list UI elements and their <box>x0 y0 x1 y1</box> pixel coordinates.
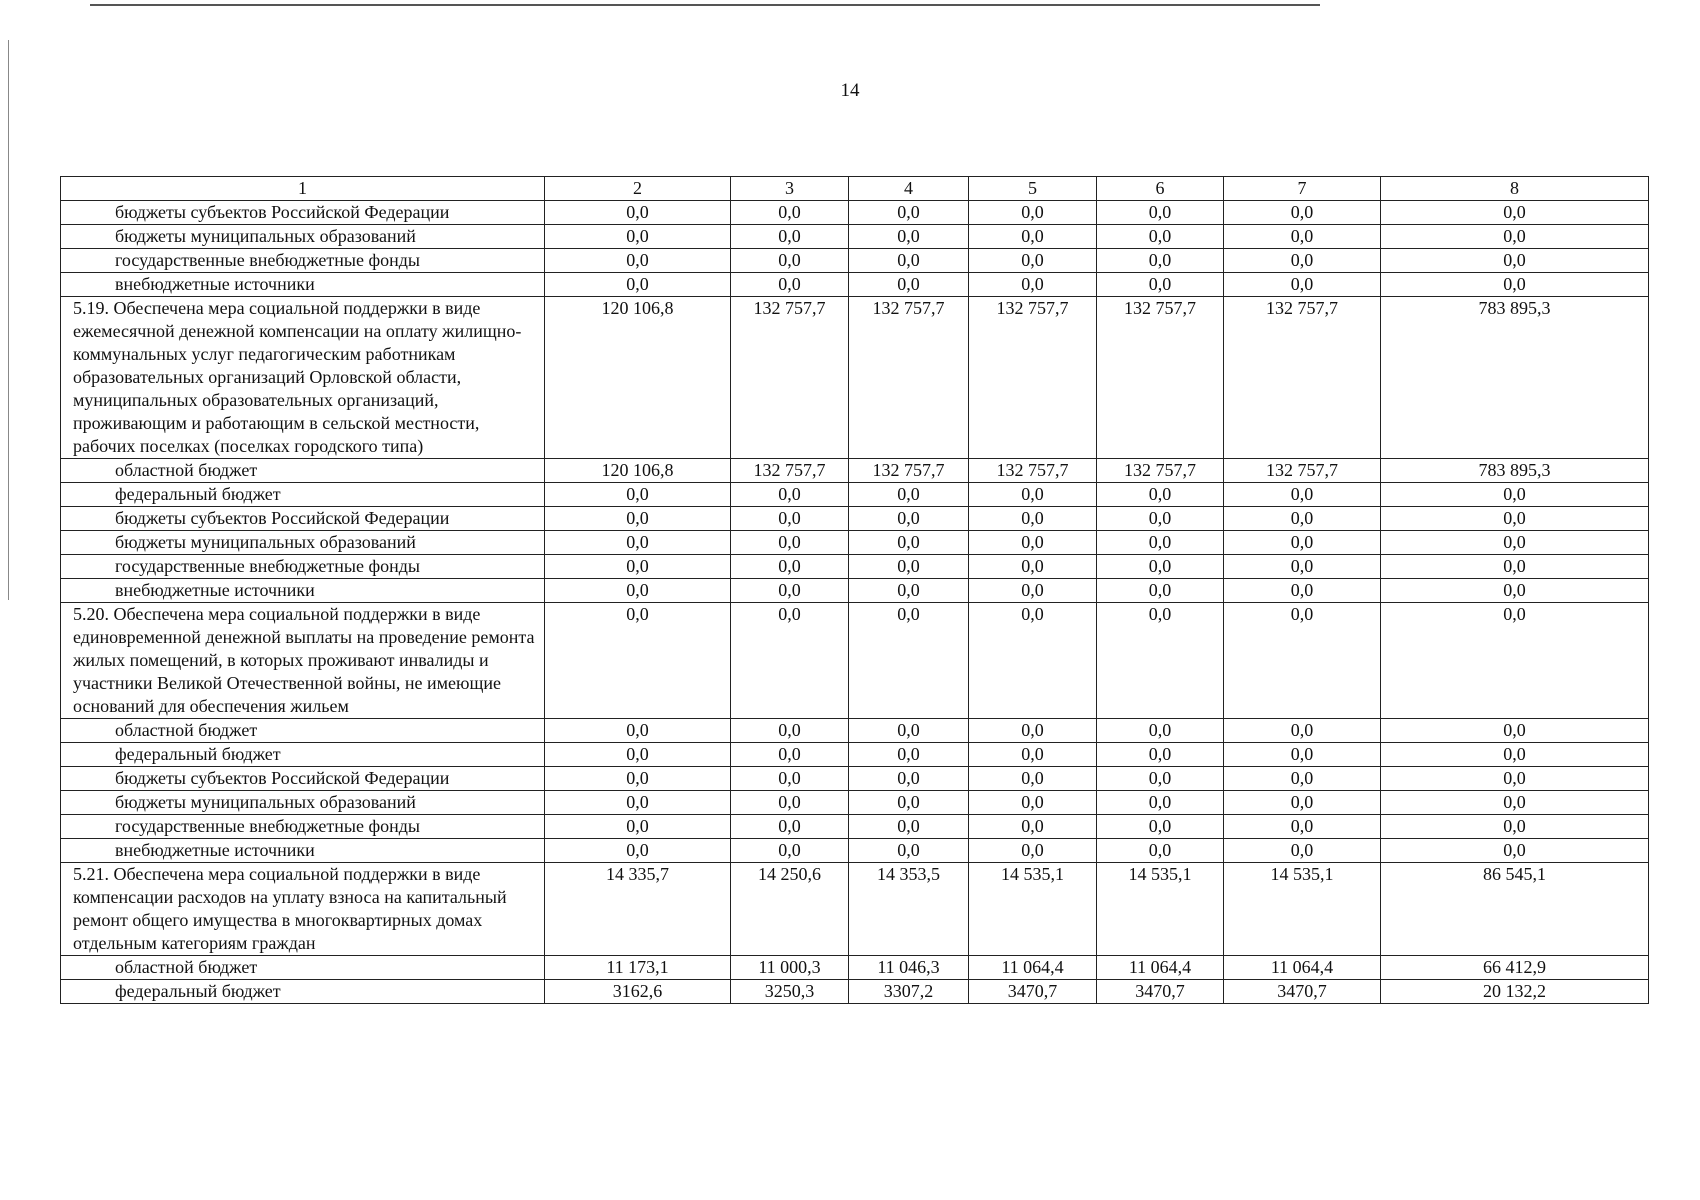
row-label: бюджеты муниципальных образований <box>61 225 545 249</box>
table-row-measure <box>61 297 1649 459</box>
value-cell: 11 000,3 <box>731 956 849 980</box>
value-cell: 11 064,4 <box>1224 956 1381 980</box>
value-cell: 0,0 <box>545 507 731 531</box>
value-cell: 0,0 <box>1097 507 1224 531</box>
value-cell: 0,0 <box>1097 579 1224 603</box>
value-cell: 0,0 <box>969 483 1097 507</box>
value-cell: 0,0 <box>545 767 731 791</box>
value-cell: 0,0 <box>731 603 849 719</box>
value-cell: 0,0 <box>1381 201 1649 225</box>
value-cell: 3470,7 <box>969 980 1097 1004</box>
value-cell: 0,0 <box>545 743 731 767</box>
value-cell: 3470,7 <box>1097 980 1224 1004</box>
table-row-source <box>61 555 1649 579</box>
value-cell: 0,0 <box>1381 555 1649 579</box>
value-cell: 0,0 <box>1097 555 1224 579</box>
value-cell: 0,0 <box>1224 767 1381 791</box>
value-cell: 14 535,1 <box>1097 863 1224 956</box>
value-cell: 0,0 <box>1224 719 1381 743</box>
value-cell: 0,0 <box>731 531 849 555</box>
row-label: бюджеты муниципальных образований <box>61 791 545 815</box>
table-row-measure <box>61 603 1649 719</box>
value-cell: 0,0 <box>1381 273 1649 297</box>
value-cell: 0,0 <box>731 201 849 225</box>
value-cell: 0,0 <box>1381 791 1649 815</box>
row-label: государственные внебюджетные фонды <box>61 555 545 579</box>
value-cell: 0,0 <box>1097 201 1224 225</box>
table-row-source <box>61 743 1649 767</box>
value-cell: 0,0 <box>731 507 849 531</box>
value-cell: 0,0 <box>969 815 1097 839</box>
value-cell: 132 757,7 <box>1224 459 1381 483</box>
value-cell: 0,0 <box>1097 743 1224 767</box>
value-cell: 0,0 <box>545 603 731 719</box>
row-label: областной бюджет <box>61 956 545 980</box>
value-cell: 0,0 <box>969 249 1097 273</box>
value-cell: 66 412,9 <box>1381 956 1649 980</box>
value-cell: 0,0 <box>969 743 1097 767</box>
row-label: федеральный бюджет <box>61 483 545 507</box>
value-cell: 0,0 <box>1224 225 1381 249</box>
value-cell: 14 535,1 <box>969 863 1097 956</box>
value-cell: 0,0 <box>731 483 849 507</box>
table-row-source <box>61 839 1649 863</box>
table-row-source <box>61 201 1649 225</box>
value-cell: 0,0 <box>969 273 1097 297</box>
value-cell: 0,0 <box>731 579 849 603</box>
value-cell: 0,0 <box>1097 791 1224 815</box>
table-row-source <box>61 956 1649 980</box>
value-cell: 0,0 <box>731 743 849 767</box>
value-cell: 0,0 <box>1381 603 1649 719</box>
table-row-source <box>61 767 1649 791</box>
table-row-measure <box>61 863 1649 956</box>
value-cell: 0,0 <box>1097 839 1224 863</box>
value-cell: 132 757,7 <box>1097 297 1224 459</box>
value-cell: 0,0 <box>1097 273 1224 297</box>
value-cell: 0,0 <box>1224 579 1381 603</box>
value-cell: 0,0 <box>545 839 731 863</box>
value-cell: 0,0 <box>1224 507 1381 531</box>
value-cell: 783 895,3 <box>1381 459 1649 483</box>
value-cell: 0,0 <box>731 249 849 273</box>
value-cell: 0,0 <box>969 791 1097 815</box>
value-cell: 14 250,6 <box>731 863 849 956</box>
value-cell: 0,0 <box>849 815 969 839</box>
scan-border-top <box>90 4 1320 6</box>
value-cell: 0,0 <box>545 791 731 815</box>
value-cell: 0,0 <box>849 531 969 555</box>
value-cell: 0,0 <box>969 603 1097 719</box>
value-cell: 0,0 <box>969 555 1097 579</box>
value-cell: 0,0 <box>1097 603 1224 719</box>
value-cell: 0,0 <box>1097 767 1224 791</box>
value-cell: 0,0 <box>969 225 1097 249</box>
value-cell: 3250,3 <box>731 980 849 1004</box>
value-cell: 14 335,7 <box>545 863 731 956</box>
table-row-source <box>61 225 1649 249</box>
value-cell: 132 757,7 <box>731 297 849 459</box>
column-number: 8 <box>1381 177 1649 201</box>
value-cell: 0,0 <box>1381 767 1649 791</box>
value-cell: 0,0 <box>545 273 731 297</box>
value-cell: 0,0 <box>1381 815 1649 839</box>
value-cell: 0,0 <box>849 839 969 863</box>
value-cell: 132 757,7 <box>969 459 1097 483</box>
value-cell: 0,0 <box>969 507 1097 531</box>
value-cell: 0,0 <box>545 579 731 603</box>
value-cell: 0,0 <box>545 201 731 225</box>
value-cell: 0,0 <box>969 579 1097 603</box>
value-cell: 0,0 <box>1224 273 1381 297</box>
row-label: 5.19. Обеспечена мера социальной поддержки в виде ежемесячной денежной компенсации на оплату жилищно-коммунальных услуг педагогическим работникам образовательных организаций Орловской области, муниципальных образовательных организаций, проживающим и работающим в сельской местности, рабочих поселках (поселках городского типа) <box>61 297 545 459</box>
budget-table <box>60 176 1649 1004</box>
value-cell: 132 757,7 <box>849 297 969 459</box>
value-cell: 0,0 <box>849 507 969 531</box>
value-cell: 0,0 <box>849 743 969 767</box>
table-row-source <box>61 507 1649 531</box>
value-cell: 783 895,3 <box>1381 297 1649 459</box>
value-cell: 11 064,4 <box>969 956 1097 980</box>
table-row-source <box>61 980 1649 1004</box>
value-cell: 0,0 <box>731 555 849 579</box>
value-cell: 0,0 <box>1381 507 1649 531</box>
row-label: областной бюджет <box>61 719 545 743</box>
value-cell: 0,0 <box>545 483 731 507</box>
table-row-source <box>61 459 1649 483</box>
value-cell: 0,0 <box>1381 225 1649 249</box>
value-cell: 0,0 <box>545 249 731 273</box>
page-number: 14 <box>840 80 860 101</box>
value-cell: 0,0 <box>1224 249 1381 273</box>
value-cell: 0,0 <box>1224 839 1381 863</box>
value-cell: 0,0 <box>1381 483 1649 507</box>
column-number-row <box>61 177 1649 201</box>
value-cell: 20 132,2 <box>1381 980 1649 1004</box>
value-cell: 0,0 <box>545 555 731 579</box>
value-cell: 0,0 <box>1097 719 1224 743</box>
value-cell: 0,0 <box>849 603 969 719</box>
row-label: 5.21. Обеспечена мера социальной поддержки в виде компенсации расходов на уплату взноса на капитальный ремонт общего имущества в многоквартирных домах отдельным категориям граждан <box>61 863 545 956</box>
value-cell: 0,0 <box>849 225 969 249</box>
value-cell: 0,0 <box>969 531 1097 555</box>
value-cell: 3470,7 <box>1224 980 1381 1004</box>
value-cell: 0,0 <box>1381 743 1649 767</box>
value-cell: 14 535,1 <box>1224 863 1381 956</box>
table-row-source <box>61 815 1649 839</box>
value-cell: 132 757,7 <box>1224 297 1381 459</box>
row-label: внебюджетные источники <box>61 839 545 863</box>
value-cell: 3307,2 <box>849 980 969 1004</box>
value-cell: 0,0 <box>1224 201 1381 225</box>
value-cell: 0,0 <box>969 839 1097 863</box>
column-number: 7 <box>1224 177 1381 201</box>
row-label: бюджеты муниципальных образований <box>61 531 545 555</box>
value-cell: 0,0 <box>969 767 1097 791</box>
value-cell: 132 757,7 <box>849 459 969 483</box>
value-cell: 132 757,7 <box>731 459 849 483</box>
table-row-source <box>61 791 1649 815</box>
table-row-source <box>61 483 1649 507</box>
column-number: 3 <box>731 177 849 201</box>
table-row-source <box>61 719 1649 743</box>
column-number: 5 <box>969 177 1097 201</box>
value-cell: 0,0 <box>849 791 969 815</box>
table-row-source <box>61 249 1649 273</box>
row-label: внебюджетные источники <box>61 579 545 603</box>
value-cell: 11 173,1 <box>545 956 731 980</box>
column-number: 6 <box>1097 177 1224 201</box>
value-cell: 0,0 <box>1381 719 1649 743</box>
value-cell: 86 545,1 <box>1381 863 1649 956</box>
value-cell: 0,0 <box>849 249 969 273</box>
value-cell: 3162,6 <box>545 980 731 1004</box>
table-row-source <box>61 273 1649 297</box>
table-row-source <box>61 579 1649 603</box>
value-cell: 0,0 <box>1097 249 1224 273</box>
scan-border-left <box>8 40 9 600</box>
row-label: бюджеты субъектов Российской Федерации <box>61 201 545 225</box>
value-cell: 0,0 <box>1224 531 1381 555</box>
value-cell: 0,0 <box>1097 815 1224 839</box>
value-cell: 0,0 <box>849 555 969 579</box>
value-cell: 0,0 <box>849 201 969 225</box>
value-cell: 0,0 <box>1097 483 1224 507</box>
value-cell: 0,0 <box>1224 555 1381 579</box>
row-label: бюджеты субъектов Российской Федерации <box>61 767 545 791</box>
value-cell: 11 064,4 <box>1097 956 1224 980</box>
value-cell: 120 106,8 <box>545 459 731 483</box>
value-cell: 0,0 <box>731 767 849 791</box>
row-label: бюджеты субъектов Российской Федерации <box>61 507 545 531</box>
value-cell: 0,0 <box>545 531 731 555</box>
value-cell: 0,0 <box>731 719 849 743</box>
value-cell: 0,0 <box>1381 531 1649 555</box>
value-cell: 0,0 <box>849 767 969 791</box>
value-cell: 14 353,5 <box>849 863 969 956</box>
value-cell: 0,0 <box>545 225 731 249</box>
row-label: областной бюджет <box>61 459 545 483</box>
row-label: государственные внебюджетные фонды <box>61 249 545 273</box>
value-cell: 0,0 <box>849 483 969 507</box>
value-cell: 0,0 <box>849 273 969 297</box>
value-cell: 0,0 <box>969 719 1097 743</box>
row-label: внебюджетные источники <box>61 273 545 297</box>
table-row-source <box>61 531 1649 555</box>
value-cell: 0,0 <box>1097 531 1224 555</box>
value-cell: 0,0 <box>1224 743 1381 767</box>
value-cell: 0,0 <box>849 719 969 743</box>
value-cell: 0,0 <box>849 579 969 603</box>
value-cell: 0,0 <box>731 225 849 249</box>
value-cell: 0,0 <box>731 815 849 839</box>
value-cell: 11 046,3 <box>849 956 969 980</box>
row-label: 5.20. Обеспечена мера социальной поддержки в виде единовременной денежной выплаты на проведение ремонта жилых помещений, в которых проживают инвалиды и участники Великой Отечественной войны, не имеющие оснований для обеспечения жильем <box>61 603 545 719</box>
value-cell: 0,0 <box>731 791 849 815</box>
value-cell: 0,0 <box>1224 603 1381 719</box>
value-cell: 120 106,8 <box>545 297 731 459</box>
value-cell: 0,0 <box>545 719 731 743</box>
row-label: федеральный бюджет <box>61 743 545 767</box>
row-label: федеральный бюджет <box>61 980 545 1004</box>
value-cell: 0,0 <box>969 201 1097 225</box>
value-cell: 0,0 <box>1381 579 1649 603</box>
value-cell: 0,0 <box>1224 815 1381 839</box>
value-cell: 0,0 <box>1381 839 1649 863</box>
column-number: 4 <box>849 177 969 201</box>
value-cell: 132 757,7 <box>969 297 1097 459</box>
value-cell: 0,0 <box>1097 225 1224 249</box>
value-cell: 0,0 <box>1381 249 1649 273</box>
value-cell: 0,0 <box>1224 791 1381 815</box>
column-number: 1 <box>61 177 545 201</box>
value-cell: 0,0 <box>545 815 731 839</box>
value-cell: 0,0 <box>1224 483 1381 507</box>
value-cell: 132 757,7 <box>1097 459 1224 483</box>
column-number: 2 <box>545 177 731 201</box>
value-cell: 0,0 <box>731 273 849 297</box>
value-cell: 0,0 <box>731 839 849 863</box>
row-label: государственные внебюджетные фонды <box>61 815 545 839</box>
